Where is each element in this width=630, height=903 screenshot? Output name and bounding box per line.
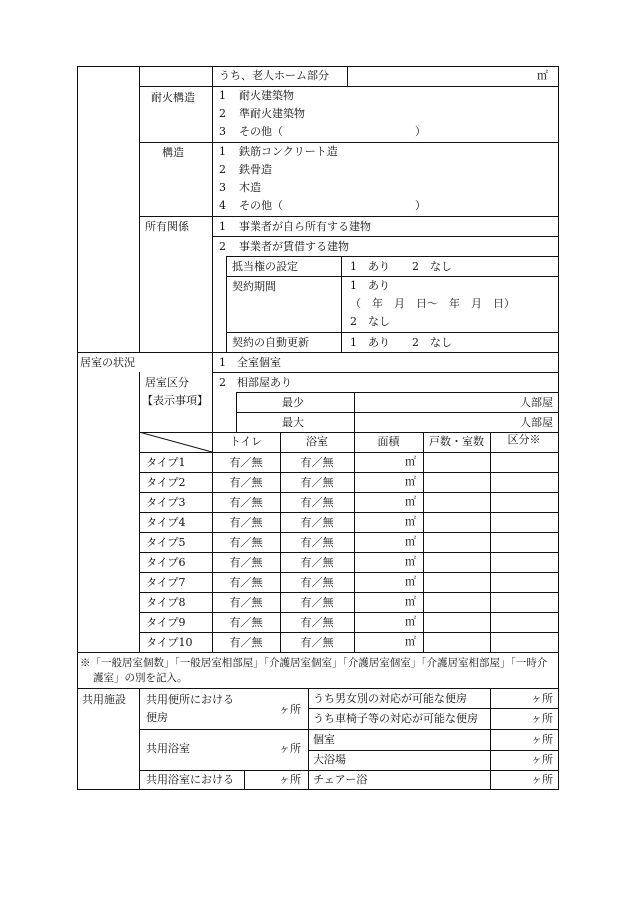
- fireproof-option: 耐火建築物: [239, 89, 294, 102]
- room-type-area-unit: ㎡: [405, 555, 416, 568]
- structure-option-num: 1: [219, 145, 226, 158]
- rule: [212, 352, 213, 432]
- ownership-option-num: 2: [219, 240, 226, 253]
- room-type-area-unit: ㎡: [405, 635, 416, 648]
- room-type-bath: 有／無: [300, 576, 334, 589]
- max-unit: 人部屋: [520, 416, 553, 429]
- shared-bath2-label: 共用浴室における: [146, 773, 234, 786]
- shared-toilet-label2: 便房: [146, 711, 168, 724]
- room-type-toilet: 有／無: [229, 516, 263, 529]
- rule: [226, 256, 559, 257]
- shared-toilet-sub2: うち車椅子等の対応が可能な便房: [313, 712, 478, 725]
- structure-option-num: 4: [219, 199, 226, 212]
- rule: [490, 688, 491, 790]
- room-type-bath: 有／無: [300, 496, 334, 509]
- rule: [139, 572, 559, 573]
- room-type-label: タイプ10: [146, 636, 193, 649]
- structure-option-num: 3: [219, 181, 226, 194]
- rule: [139, 770, 559, 771]
- shared-bath-sub2: 大浴場: [313, 753, 346, 766]
- shared-bath-unit: ヶ所: [279, 742, 301, 755]
- room-type-label: タイプ9: [146, 616, 186, 629]
- shared-toilet-sub2-unit: ヶ所: [531, 712, 553, 725]
- rule: [139, 532, 559, 533]
- room-type-toilet: 有／無: [229, 456, 263, 469]
- rule: [139, 729, 559, 730]
- room-type-label: タイプ1: [146, 456, 186, 469]
- rule: [139, 688, 140, 790]
- rule: [77, 352, 559, 353]
- rule: [77, 66, 559, 67]
- room-type-bath: 有／無: [300, 536, 334, 549]
- rule: [139, 512, 559, 513]
- rule: [308, 688, 309, 790]
- room-type-bath: 有／無: [300, 636, 334, 649]
- rule: [212, 372, 559, 373]
- contract-period-line2: （ 年 月 日～ 年 月 日）: [350, 297, 515, 310]
- rooms-note-line2: 護室」の別を記入。: [93, 672, 188, 684]
- diagonal-rule: [139, 432, 213, 453]
- room-type-toilet: 有／無: [229, 536, 263, 549]
- shared-bath2-sub: チェアー浴: [313, 773, 368, 786]
- room-type-toilet: 有／無: [229, 496, 263, 509]
- rule: [212, 66, 213, 352]
- rule: [347, 66, 348, 86]
- room-type-bath: 有／無: [300, 556, 334, 569]
- room-class-label: 居室区分: [145, 376, 189, 389]
- rule: [226, 332, 559, 333]
- rule: [139, 66, 140, 352]
- shared-bath-sub1: 個室: [313, 733, 335, 746]
- elderly-home-area-unit: ㎡: [537, 69, 548, 82]
- shared-toilet-sub1: うち男女別の対応が可能な便房: [313, 692, 467, 705]
- rule: [236, 412, 559, 413]
- rule: [77, 789, 559, 790]
- room-type-label: タイプ5: [146, 536, 186, 549]
- header-toilet: トイレ: [229, 435, 263, 448]
- shared-bath-sub1-unit: ヶ所: [531, 733, 553, 746]
- contract-period-label: 契約期間: [232, 280, 276, 293]
- room-type-label: タイプ6: [146, 556, 186, 569]
- room-type-bath: 有／無: [300, 596, 334, 609]
- rule: [341, 256, 342, 352]
- fireproof-option-num: 2: [219, 107, 226, 120]
- shared-toilet-sub1-unit: ヶ所: [531, 692, 553, 705]
- min-unit: 人部屋: [520, 396, 553, 409]
- min-label: 最少: [282, 396, 304, 409]
- rule: [139, 552, 559, 553]
- fireproof-label: 耐火構造: [151, 91, 195, 104]
- header-area: 面積: [377, 435, 400, 448]
- elderly-home-area-label: うち、老人ホーム部分: [219, 69, 329, 82]
- ownership-option: 事業者が賃借する建物: [239, 240, 349, 253]
- rule: [212, 236, 559, 237]
- rule: [139, 592, 559, 593]
- header-category: 区分※: [507, 433, 541, 446]
- room-type-label: タイプ3: [146, 496, 186, 509]
- room-type-toilet: 有／無: [229, 616, 263, 629]
- room-type-toilet: 有／無: [229, 476, 263, 489]
- rule: [139, 492, 559, 493]
- rule: [77, 652, 559, 653]
- ownership-option: 事業者が自ら所有する建物: [239, 220, 371, 233]
- rule: [139, 612, 559, 613]
- structure-option: 鉄骨造: [239, 163, 272, 176]
- mortgage-value: 1 あり 2 なし: [350, 260, 452, 273]
- ownership-label: 所有関係: [145, 220, 189, 233]
- contract-period-line3: 2 なし: [350, 315, 390, 328]
- shared-label: 共用施設: [82, 693, 126, 706]
- room-type-area-unit: ㎡: [405, 455, 416, 468]
- room-type-label: タイプ7: [146, 576, 186, 589]
- fireproof-option-num: 1: [219, 89, 226, 102]
- rule: [308, 708, 559, 709]
- shared-bath2-sub-unit: ヶ所: [531, 773, 553, 786]
- rooms-note-line1: ※「一般居室個数」「一般居室相部屋」「介護居室個室」「介護居室個室」「介護居室相部屋」「一時介: [80, 657, 548, 669]
- shared-bath2-unit: ヶ所: [279, 773, 301, 786]
- fireproof-option-num: 3: [219, 125, 226, 138]
- rule: [236, 392, 559, 393]
- header-count: 戸数・室数: [429, 435, 484, 448]
- structure-option: 鉄筋コンクリート造: [239, 145, 338, 158]
- shared-bath-label: 共用浴室: [146, 742, 190, 755]
- shared-toilet-unit: ヶ所: [279, 703, 301, 716]
- rule: [308, 750, 559, 751]
- room-type-bath: 有／無: [300, 456, 334, 469]
- rooms-label: 居室の状況: [80, 356, 135, 369]
- rule: [77, 688, 559, 689]
- room-type-area-unit: ㎡: [405, 475, 416, 488]
- room-type-area-unit: ㎡: [405, 615, 416, 628]
- rule: [77, 66, 78, 790]
- rule: [244, 770, 245, 790]
- rule: [226, 256, 227, 352]
- contract-period-line1: 1 あり: [350, 279, 390, 292]
- rule: [558, 66, 559, 790]
- rule: [490, 432, 491, 652]
- ownership-option-num: 1: [219, 220, 226, 233]
- fireproof-option: その他（ ）: [239, 125, 426, 138]
- rule: [139, 86, 559, 87]
- rule: [139, 216, 559, 217]
- room-type-label: タイプ2: [146, 476, 186, 489]
- fireproof-option: 準耐火建築物: [239, 107, 305, 120]
- room-type-toilet: 有／無: [229, 596, 263, 609]
- room-class-sublabel: 【表示事項】: [142, 394, 208, 407]
- max-label: 最大: [282, 416, 304, 429]
- room-type-area-unit: ㎡: [405, 515, 416, 528]
- room-type-toilet: 有／無: [229, 576, 263, 589]
- room-type-label: タイプ8: [146, 596, 186, 609]
- structure-option-num: 2: [219, 163, 226, 176]
- shared-toilet-label: 共用便所における: [146, 693, 234, 706]
- rule: [139, 142, 559, 143]
- room-type-bath: 有／無: [300, 516, 334, 529]
- header-bath: 浴室: [306, 435, 328, 448]
- auto-renew-label: 契約の自動更新: [232, 336, 309, 349]
- rule: [423, 432, 424, 652]
- room-type-bath: 有／無: [300, 476, 334, 489]
- room-type-toilet: 有／無: [229, 636, 263, 649]
- rooms-option-1: 1 全室個室: [219, 356, 281, 369]
- room-type-area-unit: ㎡: [405, 495, 416, 508]
- room-type-toilet: 有／無: [229, 556, 263, 569]
- rule: [354, 432, 355, 652]
- rule: [139, 632, 559, 633]
- rule: [226, 276, 559, 277]
- structure-option: 木造: [239, 181, 261, 194]
- mortgage-label: 抵当権の設定: [232, 260, 298, 273]
- room-type-label: タイプ4: [146, 516, 186, 529]
- structure-option: その他（ ）: [239, 199, 426, 212]
- shared-bath-sub2-unit: ヶ所: [531, 753, 553, 766]
- room-type-area-unit: ㎡: [405, 595, 416, 608]
- room-type-area-unit: ㎡: [405, 575, 416, 588]
- rooms-option-2: 2 相部屋あり: [219, 376, 292, 389]
- rule: [139, 472, 559, 473]
- structure-label: 構造: [162, 146, 184, 159]
- room-type-bath: 有／無: [300, 616, 334, 629]
- room-type-area-unit: ㎡: [405, 535, 416, 548]
- auto-renew-value: 1 あり 2 なし: [350, 336, 452, 349]
